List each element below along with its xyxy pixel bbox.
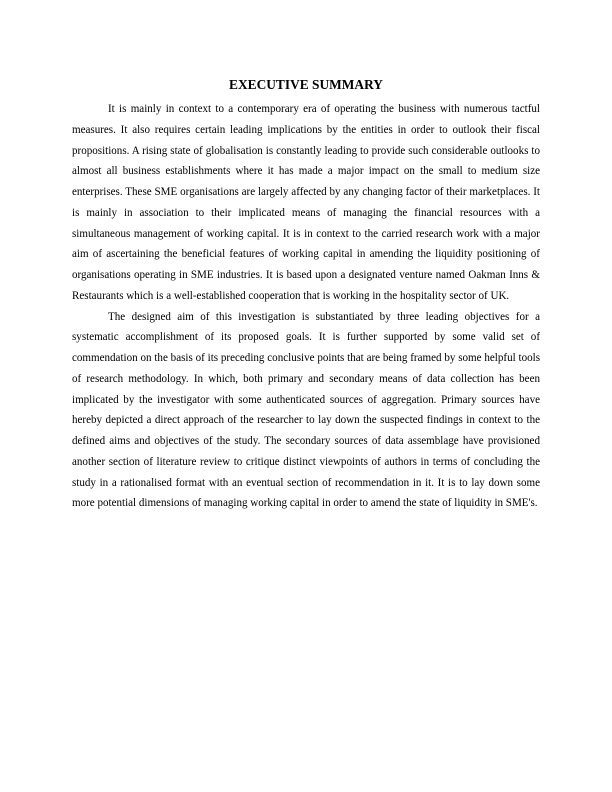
page-title: EXECUTIVE SUMMARY — [229, 77, 383, 92]
summary-body — [72, 99, 540, 514]
paragraph-2: The designed aim of this investigation is substantiated by three leading objectives for a systematic accomplishment of its proposed goals. It is further supported by some valid set of commendation on the basis of its preceding conclusive points that are being framed by some helpful tools of research methodology. In which, both primary and secondary means of data collection has been implicated by the investigator with some authenticated sources of aggregation. Primary sources have hereby depicted a direct approach of the researcher to lay down the suspected findings in context to the defined aims and objectives of the study. The secondary sources of data assemblage have provisioned another section of literature review to critique distinct viewpoints of authors in terms of concluding the study in a rationalised format with an eventual section of recommendation in it. It is to lay down some more potential dimensions of managing working capital in order to amend the state of liquidity in SME's. — [72, 310, 540, 510]
paragraph-1: It is mainly in context to a contemporary era of operating the business with numerous tactful measures. It also requires certain leading implications by the entities in order to outlook their fiscal propositions. A rising state of globalisation is constantly leading to provide such considerable outlooks to almost all business establishments where it has made a major impact on the small to medium size enterprises. These SME organisations are largely affected by any changing factor of their marketplaces. It is mainly in association to their implicated means of managing the financial resources with a simultaneous management of working capital. It is in context to the carried research work with a major aim of ascertaining the beneficial features of working capital in amending the liquidity positioning of organisations operating in SME industries. It is based upon a designated venture named Oakman Inns & Restaurants which is a well-established cooperation that is working in the hospitality sector of UK. — [72, 103, 540, 302]
